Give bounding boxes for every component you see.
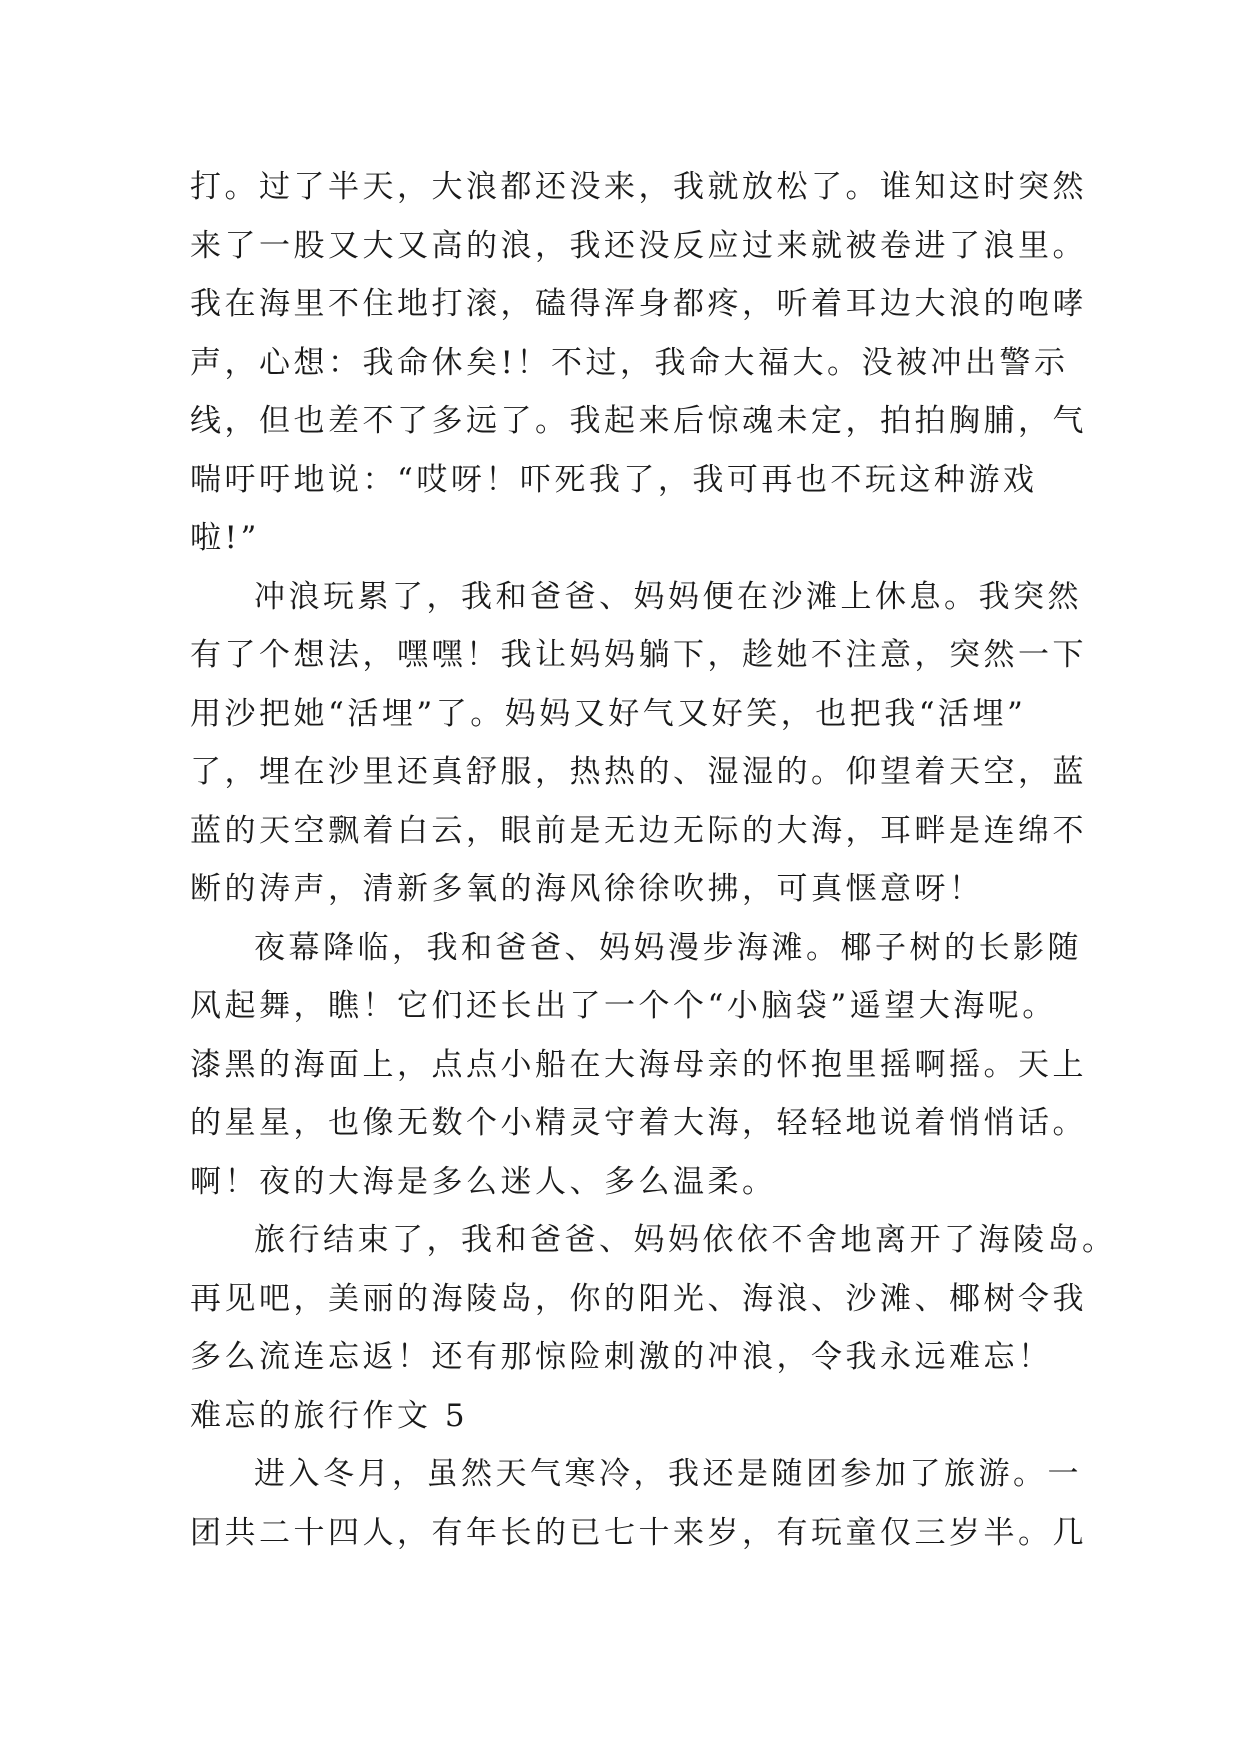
text-line: 喘吁吁地说：“哎呀！吓死我了，我可再也不玩这种游戏 — [190, 461, 1038, 498]
text-line: 再见吧，美丽的海陵岛，你的阳光、海浪、沙滩、椰树令我 — [190, 1280, 1087, 1317]
text-line: 风起舞，瞧！它们还长出了一个个“小脑袋”遥望大海呢。 — [190, 988, 1057, 1024]
text-line: 团共二十四人，有年长的已七十来岁，有玩童仅三岁半。几 — [190, 1514, 1087, 1551]
text-line: 啊！夜的大海是多么迷人、多么温柔。 — [190, 1163, 777, 1200]
text-line: 线，但也差不了多远了。我起来后惊魂未定，拍拍胸脯，气 — [190, 403, 1087, 439]
text-line: 多么流连忘返！还有那惊险刺激的冲浪，令我永远难忘！ — [190, 1339, 1053, 1375]
text-line: 断的涛声，清新多氧的海风徐徐吹拂，可真惬意呀！ — [190, 871, 984, 907]
text-line: 有了个想法，嘿嘿！我让妈妈躺下，趁她不注意，突然一下 — [190, 637, 1087, 673]
text-line: 我在海里不住地打滚，磕得浑身都疼，听着耳边大浪的咆哮 — [190, 286, 1087, 322]
text-line: 啦!” — [190, 520, 260, 556]
text-line: 用沙把她“活埋”了。妈妈又好气又好笑，也把我“活埋” — [190, 695, 1027, 732]
text-line: 打。过了半天，大浪都还没来，我就放松了。谁知这时突然 — [190, 169, 1087, 205]
paragraph-first-line: 进入冬月，虽然天气寒冷，我还是随团参加了旅游。一 — [254, 1456, 1082, 1492]
paragraph-first-line: 冲浪玩累了，我和爸爸、妈妈便在沙滩上休息。我突然 — [254, 578, 1082, 615]
text-line: 蓝的天空飘着白云，眼前是无边无际的大海，耳畔是连绵不 — [190, 812, 1087, 849]
text-line: 来了一股又大又高的浪，我还没反应过来就被卷进了浪里。 — [190, 227, 1087, 264]
body-text — [190, 158, 1117, 1562]
text-line: 难忘的旅行作文 5 — [190, 1397, 469, 1434]
text-line: 的星星，也像无数个小精灵守着大海，轻轻地说着悄悄话。 — [190, 1105, 1087, 1141]
text-line: 声，心想：我命休矣!！不过，我命大福大。没被冲出警示 — [190, 344, 1069, 381]
paragraph-first-line: 夜幕降临，我和爸爸、妈妈漫步海滩。椰子树的长影随 — [254, 929, 1082, 966]
paragraph-first-line: 旅行结束了，我和爸爸、妈妈依依不舍地离开了海陵岛。 — [254, 1222, 1117, 1258]
text-line: 漆黑的海面上，点点小船在大海母亲的怀抱里摇啊摇。天上 — [190, 1046, 1087, 1083]
text-line: 了，埋在沙里还真舒服，热热的、湿湿的。仰望着天空，蓝 — [190, 754, 1087, 790]
